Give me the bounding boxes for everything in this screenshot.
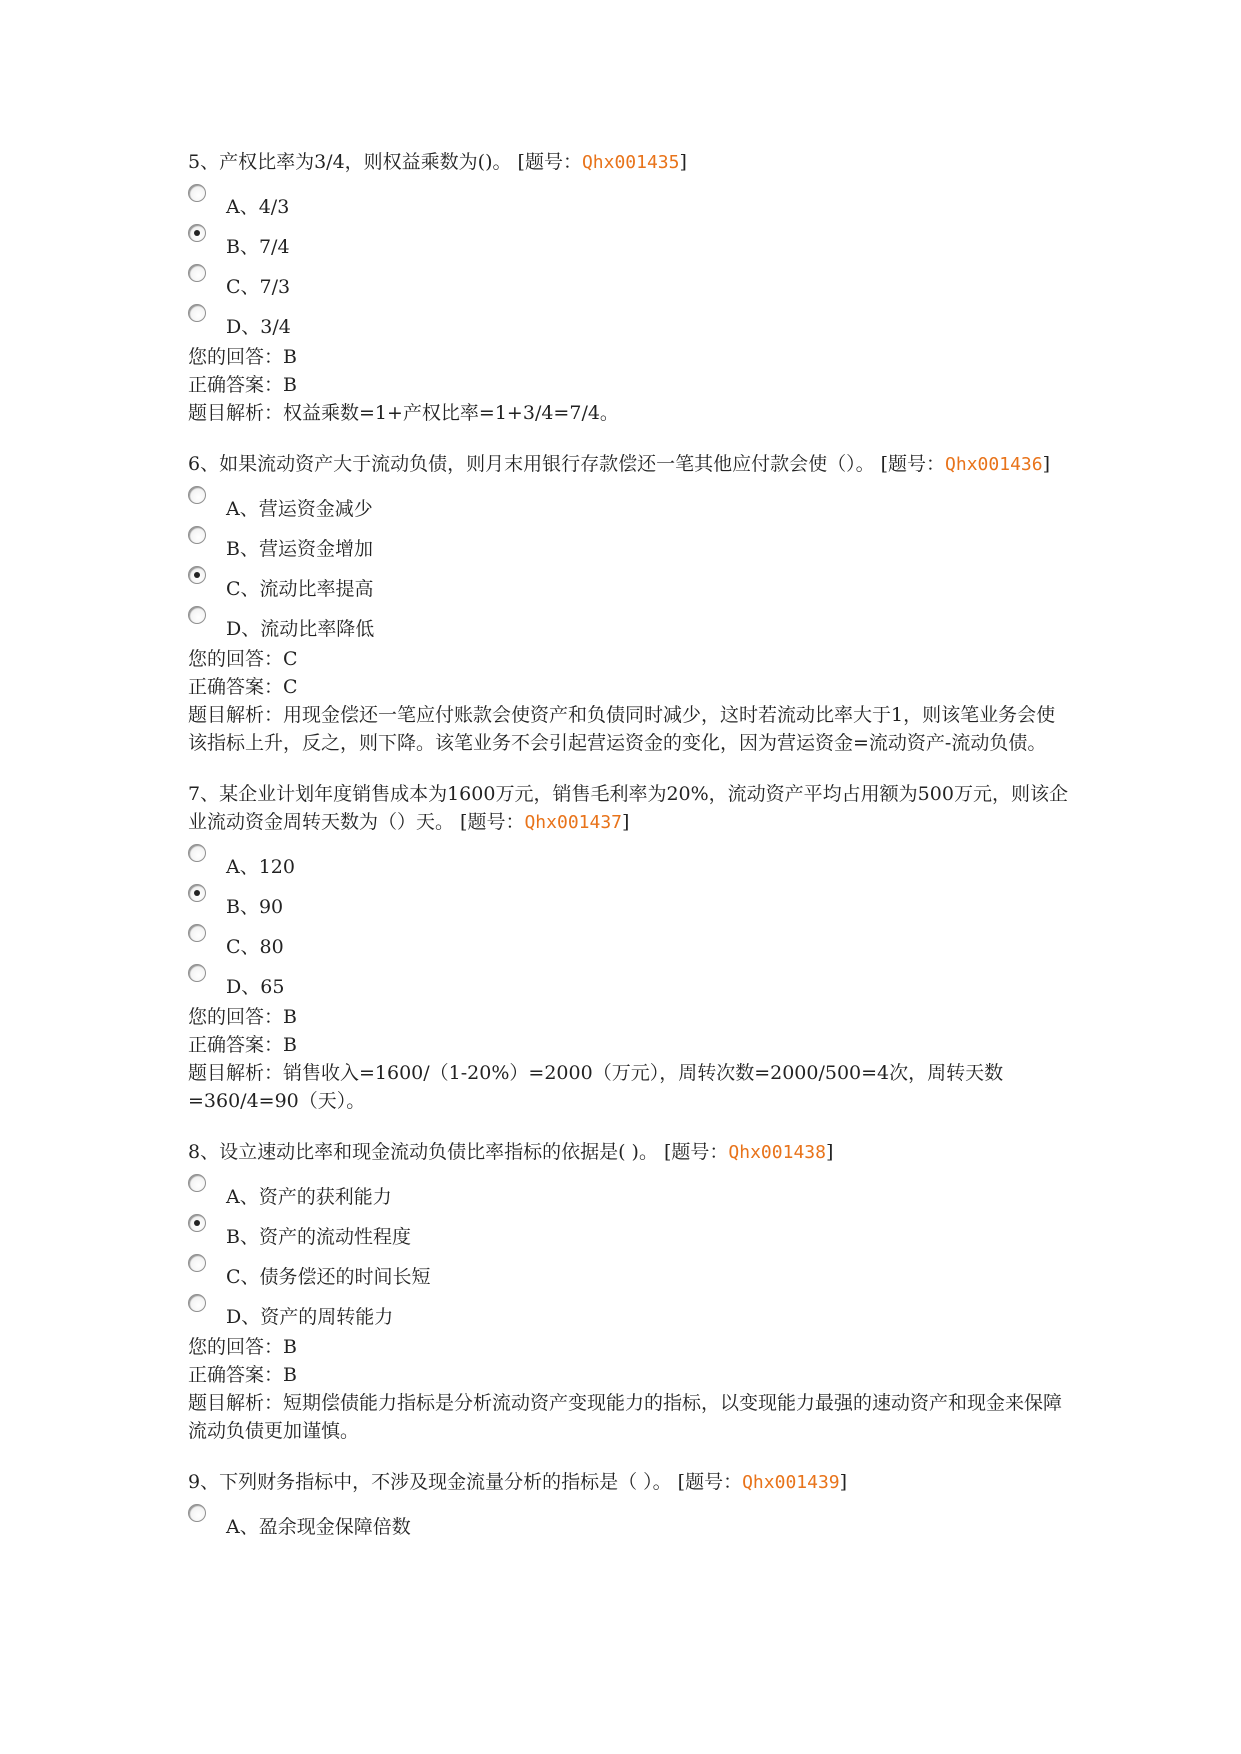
bracket-close: ] [839, 1471, 848, 1493]
option-d[interactable] [188, 963, 1068, 1003]
question-title [188, 1468, 1068, 1497]
option-d[interactable] [188, 1293, 1068, 1333]
option-c[interactable] [188, 565, 1068, 605]
option-label: D、3/4 [226, 316, 291, 338]
option-label: B、资产的流动性程度 [226, 1226, 411, 1248]
option-c[interactable] [188, 1253, 1068, 1293]
question-9 [188, 1468, 1068, 1543]
your-answer: 您的回答：B [188, 1006, 297, 1028]
option-c[interactable] [188, 923, 1068, 963]
options-list [188, 485, 1068, 645]
option-label: A、4/3 [226, 196, 290, 218]
radio-button-checked[interactable] [188, 884, 206, 902]
option-label: B、7/4 [226, 236, 290, 258]
question-5 [188, 148, 1068, 427]
option-a[interactable] [188, 1503, 1068, 1543]
question-7 [188, 780, 1068, 1115]
option-a[interactable] [188, 485, 1068, 525]
question-text: 8、设立速动比率和现金流动负债比率指标的依据是( )。 [题号： [188, 1141, 729, 1163]
question-text: 9、下列财务指标中，不涉及现金流量分析的指标是（ ）。 [题号： [188, 1471, 743, 1493]
radio-button[interactable] [188, 264, 206, 282]
question-title [188, 450, 1068, 479]
question-title [188, 780, 1068, 837]
correct-answer: 正确答案：B [188, 374, 297, 396]
option-c[interactable] [188, 263, 1068, 303]
radio-button[interactable] [188, 1254, 206, 1272]
option-label: D、资产的周转能力 [226, 1306, 394, 1328]
radio-button-checked[interactable] [188, 224, 206, 242]
radio-button-checked[interactable] [188, 566, 206, 584]
option-label: A、盈余现金保障倍数 [226, 1516, 411, 1538]
your-answer: 您的回答：B [188, 1336, 297, 1358]
option-label: D、流动比率降低 [226, 618, 375, 640]
radio-button[interactable] [188, 1174, 206, 1192]
option-a[interactable] [188, 1173, 1068, 1213]
radio-button[interactable] [188, 526, 206, 544]
question-8 [188, 1138, 1068, 1445]
answer-analysis: 题目解析：用现金偿还一笔应付账款会使资产和负债同时减少，这时若流动比率大于1，则该笔业务会使该指标上升，反之，则下降。该笔业务不会引起营运资金的变化，因为营运资金=流动资产-流动负债。 [188, 704, 1056, 754]
radio-button[interactable] [188, 964, 206, 982]
option-d[interactable] [188, 303, 1068, 343]
bracket-close: ] [622, 811, 630, 833]
option-b[interactable] [188, 883, 1068, 923]
options-list [188, 1503, 1068, 1543]
option-label: C、80 [226, 936, 284, 958]
question-title [188, 1138, 1068, 1167]
option-a[interactable] [188, 183, 1068, 223]
question-6 [188, 450, 1068, 757]
answer-analysis: 题目解析：销售收入=1600/（1-20%）=2000（万元），周转次数=2000/500=4次，周转天数=360/4=90（天）。 [188, 1062, 1004, 1112]
question-text: 5、产权比率为3/4，则权益乘数为()。 [题号： [188, 151, 582, 173]
options-list [188, 183, 1068, 343]
radio-button[interactable] [188, 486, 206, 504]
option-b[interactable] [188, 223, 1068, 263]
question-text: 7、某企业计划年度销售成本为1600万元，销售毛利率为20%，流动资产平均占用额为500万元，则该企业流动资金周转天数为（）天。 [题号： [188, 783, 1068, 833]
question-id: Qhx001437 [524, 812, 623, 833]
option-a[interactable] [188, 843, 1068, 883]
question-text: 6、如果流动资产大于流动负债，则月末用银行存款偿还一笔其他应付款会使（）。 [题号： [188, 453, 946, 475]
bracket-close: ] [679, 151, 687, 173]
option-label: B、90 [226, 896, 284, 918]
option-label: C、债务偿还的时间长短 [226, 1266, 431, 1288]
bracket-close: ] [1042, 453, 1051, 475]
options-list [188, 1173, 1068, 1333]
radio-button[interactable] [188, 1294, 206, 1312]
question-id: Qhx001436 [945, 454, 1043, 475]
your-answer: 您的回答：B [188, 346, 297, 368]
correct-answer: 正确答案：B [188, 1034, 297, 1056]
correct-answer: 正确答案：B [188, 1364, 297, 1386]
radio-button[interactable] [188, 1504, 206, 1522]
option-label: A、120 [226, 856, 295, 878]
question-id: Qhx001438 [728, 1142, 826, 1163]
quiz-review-page [188, 148, 1068, 1566]
option-label: C、7/3 [226, 276, 291, 298]
radio-button[interactable] [188, 184, 206, 202]
question-title [188, 148, 1068, 177]
your-answer: 您的回答：C [188, 648, 298, 670]
option-label: B、营运资金增加 [226, 538, 373, 560]
radio-button[interactable] [188, 304, 206, 322]
option-b[interactable] [188, 1213, 1068, 1253]
option-label: A、营运资金减少 [226, 498, 373, 520]
option-label: C、流动比率提高 [226, 578, 374, 600]
answer-analysis: 题目解析：权益乘数=1+产权比率=1+3/4=7/4。 [188, 402, 619, 424]
radio-button-checked[interactable] [188, 1214, 206, 1232]
radio-button[interactable] [188, 844, 206, 862]
question-id: Qhx001439 [742, 1472, 840, 1493]
option-label: A、资产的获利能力 [226, 1186, 392, 1208]
radio-button[interactable] [188, 606, 206, 624]
options-list [188, 843, 1068, 1003]
option-d[interactable] [188, 605, 1068, 645]
correct-answer: 正确答案：C [188, 676, 298, 698]
question-id: Qhx001435 [581, 152, 680, 173]
option-label: D、65 [226, 976, 285, 998]
bracket-close: ] [825, 1141, 834, 1163]
option-b[interactable] [188, 525, 1068, 565]
radio-button[interactable] [188, 924, 206, 942]
answer-analysis: 题目解析：短期偿债能力指标是分析流动资产变现能力的指标，以变现能力最强的速动资产和现金来保障流动负债更加谨慎。 [188, 1392, 1063, 1442]
